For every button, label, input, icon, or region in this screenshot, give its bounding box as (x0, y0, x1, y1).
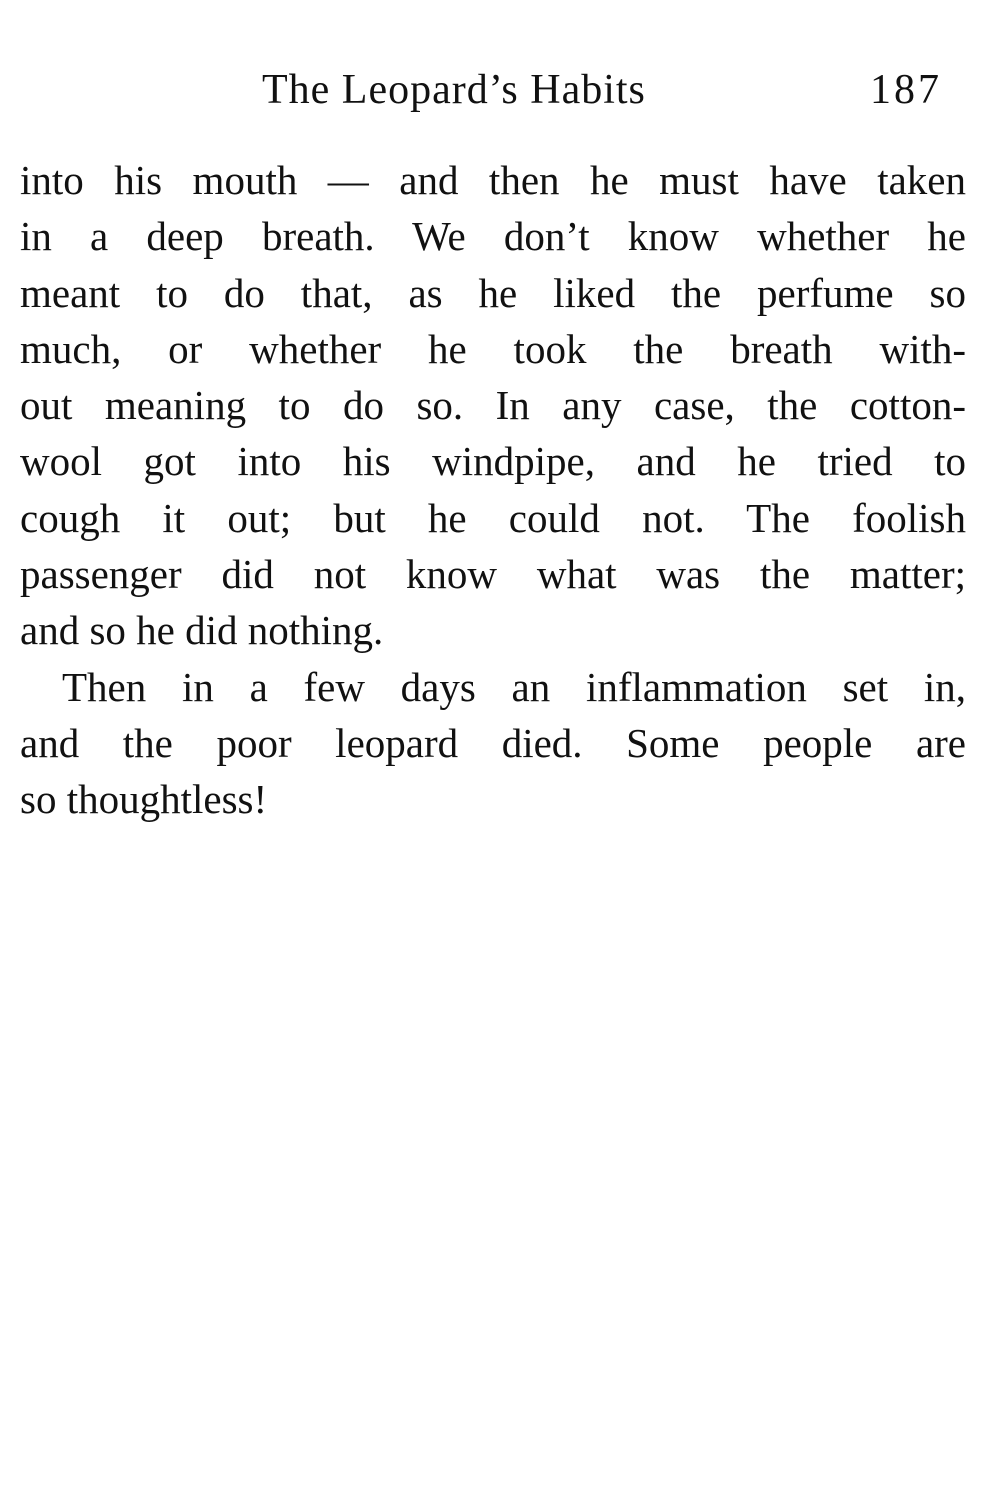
text-line: into his mouth — and then he must have taken (20, 157, 966, 203)
text-line: wool got into his windpipe, and he tried to (20, 438, 966, 485)
text-line: and so he did nothing. (20, 607, 384, 654)
text-line: passenger did not know what was the matter; (20, 551, 966, 598)
paragraph (20, 659, 966, 828)
paragraph (20, 152, 966, 659)
running-title: The Leopard’s Habits (262, 67, 646, 113)
text-line: out meaning to do so. In any case, the cotton- (20, 382, 966, 429)
page-number: 187 (870, 67, 942, 113)
text-line: and the poor leopard died. Some people are (20, 719, 966, 766)
text-line: meant to do that, as he liked the perfume so (20, 269, 966, 316)
text-line: so thoughtless! (20, 776, 268, 823)
text-line: much, or whether he took the breath with- (20, 325, 966, 372)
text-line: in a deep breath. We don’t know whether he (20, 213, 966, 260)
running-head (0, 62, 1000, 122)
text-line: cough it out; but he could not. The foolish (20, 494, 966, 541)
text-line: Then in a few days an inflammation set in, (62, 663, 966, 710)
body-text (20, 152, 966, 828)
